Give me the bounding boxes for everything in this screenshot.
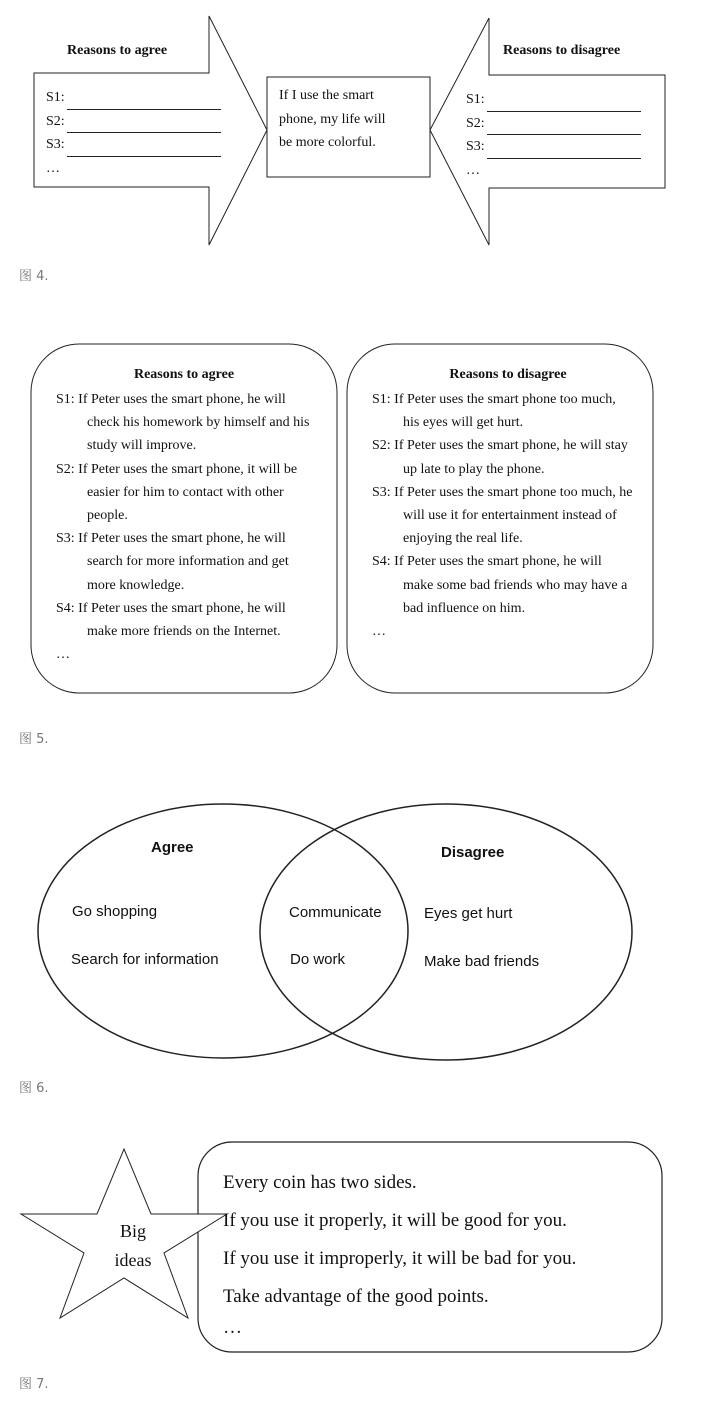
star-label-line: ideas xyxy=(114,1250,152,1270)
figure-5-caption: 图 5. xyxy=(19,732,49,747)
agree-reason-paragraphs xyxy=(56,388,318,666)
blank-line xyxy=(67,140,221,157)
agree-title: Reasons to agree xyxy=(67,43,168,58)
figure-7-caption: 图 7. xyxy=(19,1377,49,1392)
disagree-ellipsis: … xyxy=(372,624,386,640)
center-statement xyxy=(279,84,386,155)
venn-disagree-title: Disagree xyxy=(441,844,505,861)
disagree-reason-s2 xyxy=(466,112,641,136)
idea-line: Every coin has two sides. xyxy=(223,1172,417,1193)
idea-line: If you use it properly, it will be good for you. xyxy=(223,1210,567,1231)
disagree-reason-s3 xyxy=(466,135,641,159)
idea-line: If you use it improperly, it will be bad for you. xyxy=(223,1248,577,1269)
venn-disagree-item: Eyes get hurt xyxy=(424,905,513,922)
agree-reason-s1 xyxy=(46,86,221,110)
figure-4-caption: 图 4. xyxy=(19,269,49,284)
agree-reason-item: S2: If Peter uses the smart phone, it will be easier for him to contact with other people. xyxy=(56,461,298,524)
disagree-box-title: Reasons to disagree xyxy=(449,367,567,382)
disagree-reason-item: S4: If Peter uses the smart phone, he will make some bad friends who may have a bad influence on him. xyxy=(372,554,628,616)
venn-disagree-item: Make bad friends xyxy=(424,953,540,970)
venn-agree-title: Agree xyxy=(151,839,194,856)
venn-agree-item: Search for information xyxy=(71,951,219,968)
agree-ellipse xyxy=(38,804,408,1058)
reason-label: S2: xyxy=(466,115,485,131)
agree-reason-item: S1: If Peter uses the smart phone, he will check his homework by himself and his study will improve. xyxy=(56,392,310,454)
disagree-reason-ellipsis: … xyxy=(466,162,480,178)
blank-line xyxy=(487,142,641,159)
center-statement-line: be more colorful. xyxy=(279,135,376,150)
venn-both-item: Communicate xyxy=(289,904,382,921)
center-statement-line: If I use the smart xyxy=(279,88,374,103)
agree-reason-item: S3: If Peter uses the smart phone, he will search for more information and get more knowledge. xyxy=(56,531,289,593)
agree-reason-ellipsis: … xyxy=(46,160,60,176)
figure-6-caption: 图 6. xyxy=(19,1081,49,1096)
disagree-title: Reasons to disagree xyxy=(503,43,621,58)
venn-agree-item: Go shopping xyxy=(72,903,158,920)
agree-box-title: Reasons to agree xyxy=(133,367,235,382)
center-statement-line: phone, my life will xyxy=(279,111,386,127)
agree-ellipsis: … xyxy=(56,647,70,663)
star-label-line: Big xyxy=(119,1221,146,1241)
agree-reason-list xyxy=(46,86,221,180)
blank-line xyxy=(487,118,641,135)
disagree-reason-paragraphs xyxy=(372,388,634,643)
blank-line xyxy=(487,95,641,112)
venn-both-item: Do work xyxy=(290,951,346,968)
reason-label: S1: xyxy=(466,92,485,107)
ideas-text xyxy=(223,1164,653,1340)
reason-label: S3: xyxy=(466,139,485,154)
agree-reason-s2 xyxy=(46,110,221,134)
disagree-reason-list xyxy=(466,88,641,182)
idea-line-ellipsis: … xyxy=(223,1317,242,1338)
disagree-reason-item: S1: If Peter uses the smart phone too much, his eyes will get hurt. xyxy=(372,392,616,431)
blank-line xyxy=(67,93,221,110)
disagree-reason-item: S2: If Peter uses the smart phone, he will stay up late to play the phone. xyxy=(372,438,628,477)
agree-reason-s3 xyxy=(46,133,221,157)
disagree-reason-s1 xyxy=(466,88,641,112)
agree-reason-item: S4: If Peter uses the smart phone, he will make more friends on the Internet. xyxy=(56,600,286,640)
reason-label: S1: xyxy=(46,90,65,105)
disagree-reason-item: S3: If Peter uses the smart phone too much, he will use it for entertainment instead of enjoying the real life. xyxy=(372,484,633,547)
reason-label: S3: xyxy=(46,137,65,152)
disagree-ellipse xyxy=(260,804,632,1060)
reason-label: S2: xyxy=(46,113,65,129)
star-label xyxy=(92,1217,174,1275)
blank-line xyxy=(67,116,221,133)
idea-line: Take advantage of the good points. xyxy=(223,1286,489,1307)
